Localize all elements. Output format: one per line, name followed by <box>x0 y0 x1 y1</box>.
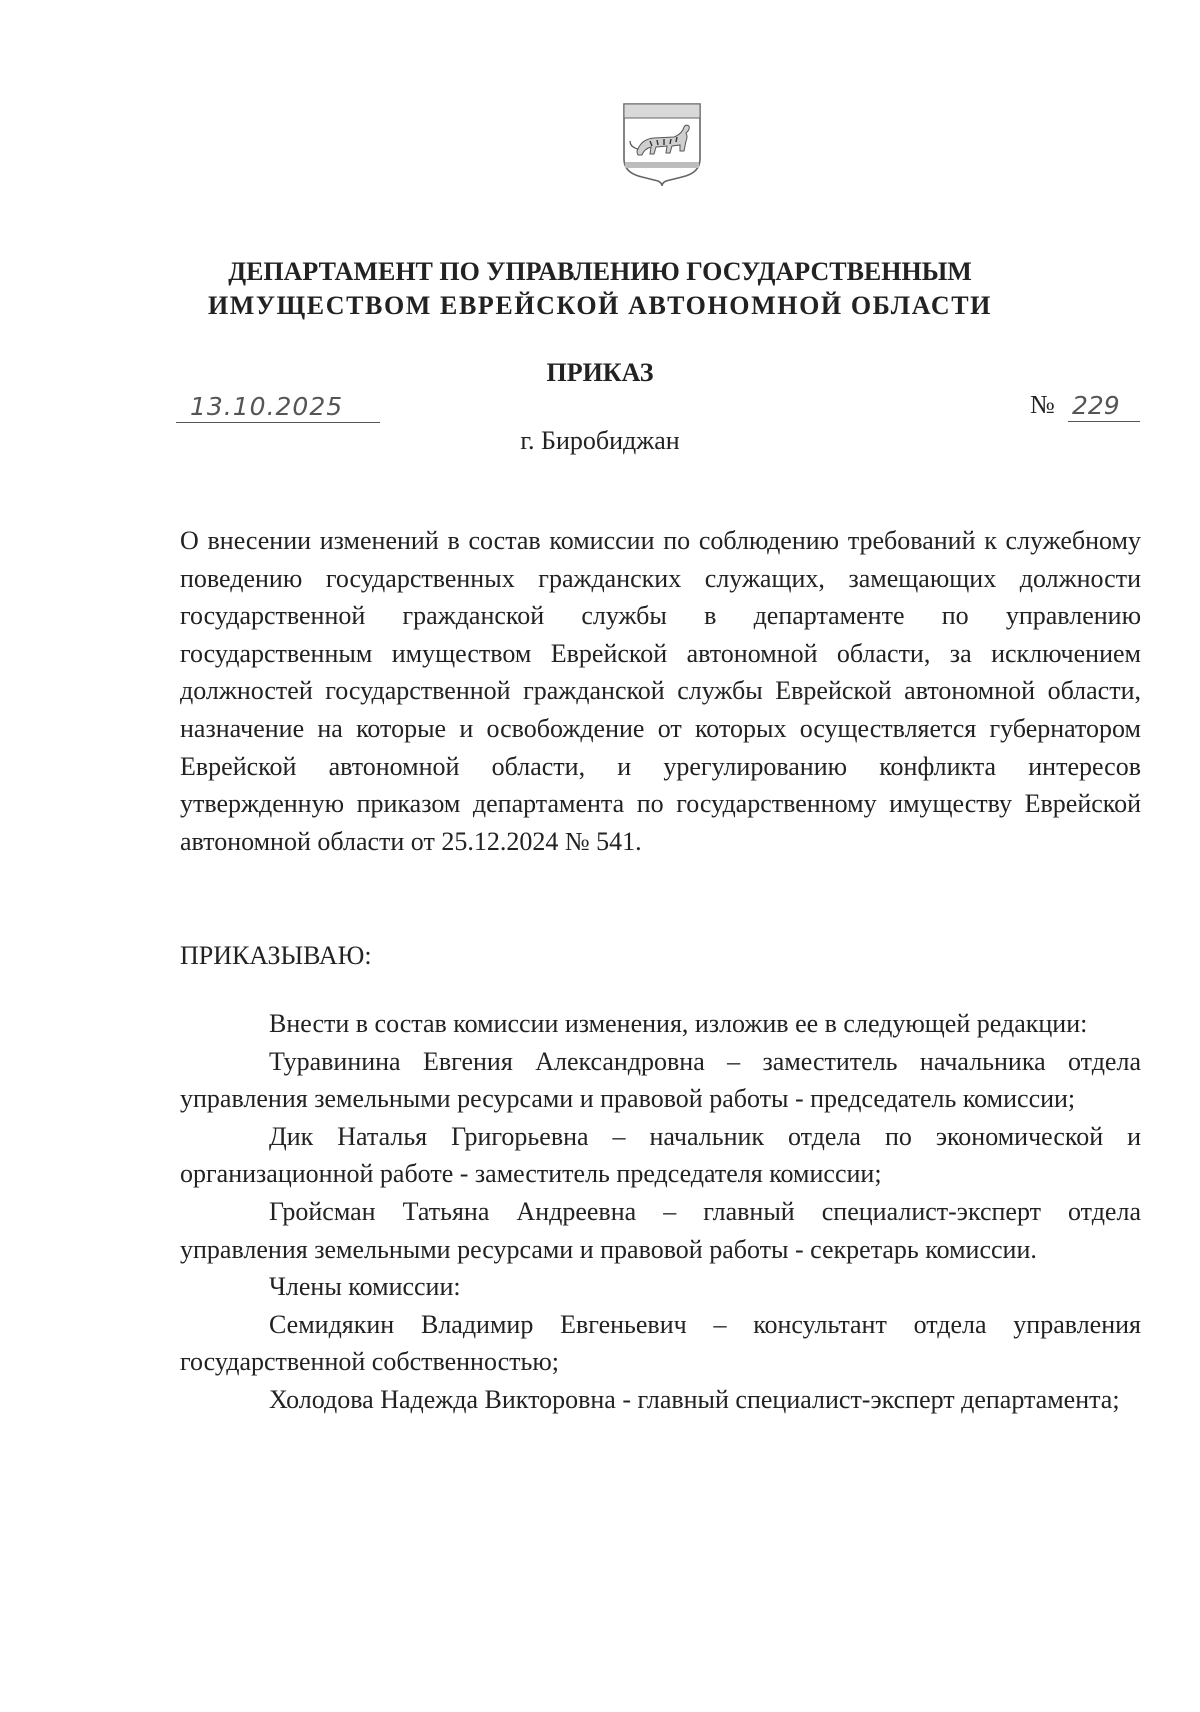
paragraph: Внести в состав комиссии изменения, изложив ее в следующей редакции: <box>269 1009 1088 1038</box>
paragraph: Дик Наталья Григорьевна – начальник отдела по экономической и организационной работе - заместитель председателя комиссии; <box>180 1121 1141 1189</box>
coat-of-arms-icon <box>620 101 704 187</box>
department-name-line-1: ДЕПАРТАМЕНТ ПО УПРАВЛЕНИЮ ГОСУДАРСТВЕННЫМ <box>228 257 972 286</box>
order-subject: О внесении изменений в состав комиссии по соблюдению требований к служебному поведению государственных гражданских служащих, замещающих должности государственной гражданской службы в департаменте по управлению государственным имуществом Еврейской автономной области, за исключением должностей государственной гражданской службы Еврейской автономной области, назначение на которые и освобождение от которых осуществляется губернатором Еврейской автономной области, и урегулированию конфликта интересов утвержденную приказом департамента по государственному имуществу Еврейской автономной области от 25.12.2024 № 541. <box>180 526 1141 856</box>
paragraph: Гройсман Татьяна Андреевна – главный специалист-эксперт отдела управления земельными ресурсами и правовой работы - секретарь комиссии. <box>180 1196 1141 1264</box>
document-type: ПРИКАЗ <box>546 358 654 387</box>
coat-of-arms-tiger-icon <box>620 101 704 187</box>
number-sign: № <box>1030 390 1055 419</box>
order-body <box>180 1005 1141 1419</box>
paragraph: Члены комиссии: <box>269 1272 461 1302</box>
paragraph: Холодова Надежда Викторовна - главный специалист-эксперт департамента; <box>269 1384 1120 1414</box>
paragraph: Семидякин Владимир Евгеньевич – консультант отдела управления государственной собственностью; <box>180 1309 1141 1377</box>
order-directive: ПРИКАЗЫВАЮ: <box>180 941 372 970</box>
paragraph: Туравинина Евгения Александровна – заместитель начальника отдела управления земельными ресурсами и правовой работы - председатель комиссии; <box>180 1046 1141 1114</box>
document-number-field <box>1030 392 1140 422</box>
city-name: г. Биробиджан <box>520 426 680 455</box>
document-number: 229 <box>1072 391 1120 420</box>
document-date-field <box>176 392 380 423</box>
document-date: 13.10.2025 <box>190 392 344 421</box>
department-name-line-2: ИМУЩЕСТВОМ ЕВРЕЙСКОЙ АВТОНОМНОЙ ОБЛАСТИ <box>207 291 993 320</box>
number-underline <box>1068 391 1140 422</box>
